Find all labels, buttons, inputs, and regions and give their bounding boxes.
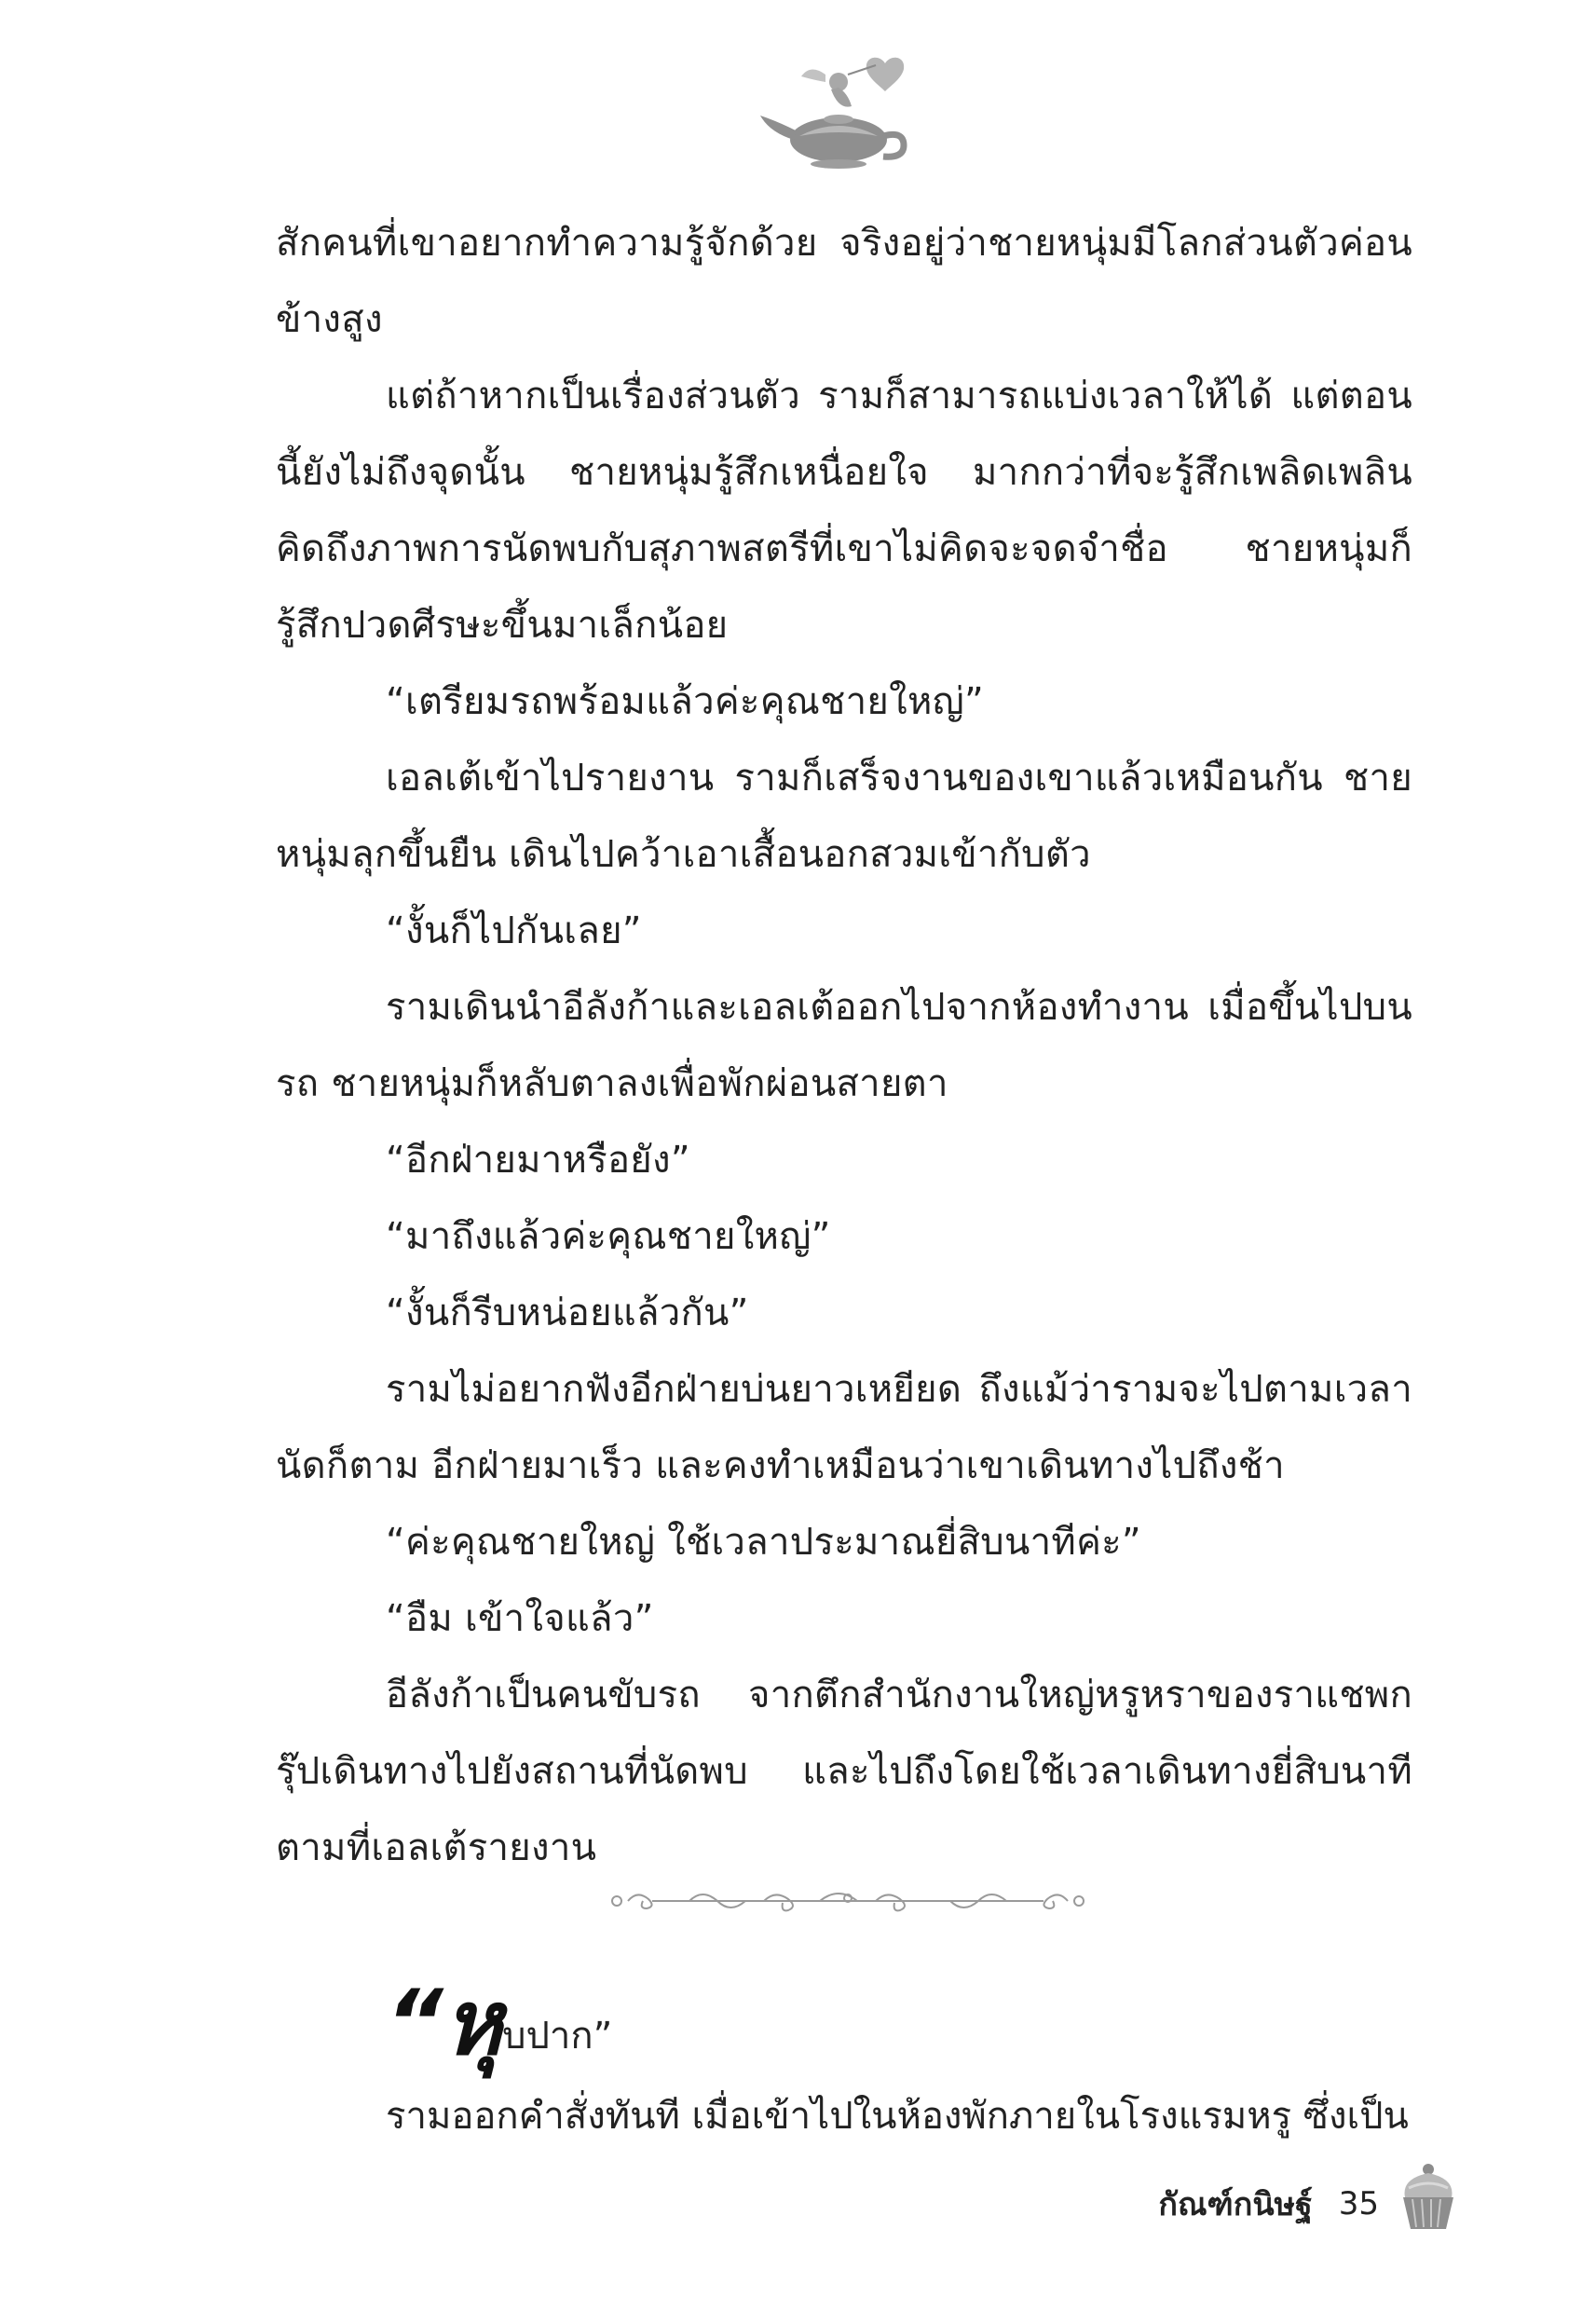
paragraph-2: แต่ถ้าหากเป็นเรื่องส่วนตัว รามก็สามารถแบ่งเวลาให้ได้ แต่ตอนนี้ยังไม่ถึงจุดนั้น ชายหนุ่มรู้สึกเหนื่อยใจ มากกว่าที่จะรู้สึกเพลิดเพลิน คิดถึงภาพการนัดพบกับสุภาพสตรีที่เขาไม่คิดจะจดจำชื่อ ชายหนุ่มก็รู้สึกปวดศีรษะขึ้นมาเล็กน้อย <box>276 375 1412 647</box>
flourish-divider-icon <box>606 1878 1090 1924</box>
section-two-paragraph: รามออกคำสั่งทันที เมื่อเข้าไปในห้องพักภายในโรงแรมหรู ซึ่งเป็น <box>386 2095 1409 2138</box>
opening-line <box>276 1971 1412 2076</box>
page-footer <box>988 2171 1379 2236</box>
drop-cap: “หุ <box>386 1971 503 2075</box>
page-number: 35 <box>1338 2185 1379 2222</box>
dialogue-line: “มาถึงแล้วค่ะคุณชายใหญ่” <box>386 1215 831 1258</box>
paragraph-13: อีลังก้าเป็นคนขับรถ จากตึกสำนักงานใหญ่หรูหราของราแชพกรุ๊ปเดินทางไปยังสถานที่นัดพบ และไปถึงโดยใช้เวลาเดินทางยี่สิบนาทีตามที่เอลเต้รายงาน <box>276 1674 1412 1869</box>
paragraph-1: สักคนที่เขาอยากทำความรู้จักด้วย จริงอยู่ว่าชายหนุ่มมีโลกส่วนตัวค่อนข้างสูง <box>276 222 1412 341</box>
cupcake-icon <box>1396 2160 1461 2233</box>
section-two-text <box>276 1971 1412 2156</box>
paragraph-10: รามไม่อยากฟังอีกฝ่ายบ่นยาวเหยียด ถึงแม้ว่ารามจะไปตามเวลานัดก็ตาม อีกฝ่ายมาเร็ว และคงทำเหมือนว่าเขาเดินทางไปถึงช้า <box>276 1368 1412 1487</box>
dialogue-line: “งั้นก็ไปกันเลย” <box>386 909 642 952</box>
teapot-cupid-ornament-icon <box>745 47 932 186</box>
paragraph-4: เอลเต้เข้าไปรายงาน รามก็เสร็จงานของเขาแล้วเหมือนกัน ชายหนุ่มลุกขึ้นยืน เดินไปคว้าเอาเสื้อนอกสวมเข้ากับตัว <box>276 757 1412 876</box>
body-text <box>276 205 1412 1886</box>
dialogue-line: “อีกฝ่ายมาหรือยัง” <box>386 1139 690 1182</box>
book-title: กัณฑ์กนิษฐ์ <box>1158 2186 1313 2223</box>
dialogue-line: “เตรียมรถพร้อมแล้วค่ะคุณชายใหญ่” <box>386 680 985 723</box>
dialogue-line: “อืม เข้าใจแล้ว” <box>386 1597 654 1640</box>
dialogue-line: “ค่ะคุณชายใหญ่ ใช้เวลาประมาณยี่สิบนาทีค่ะ” <box>386 1521 1141 1564</box>
paragraph-6: รามเดินนำอีลังก้าและเอลเต้ออกไปจากห้องทำงาน เมื่อขึ้นไปบนรถ ชายหนุ่มก็หลับตาลงเพื่อพักผ่อนสายตา <box>276 986 1412 1105</box>
opening-line-rest: บปาก” <box>502 2015 613 2058</box>
dialogue-line: “งั้นก็รีบหน่อยแล้วกัน” <box>386 1292 749 1334</box>
